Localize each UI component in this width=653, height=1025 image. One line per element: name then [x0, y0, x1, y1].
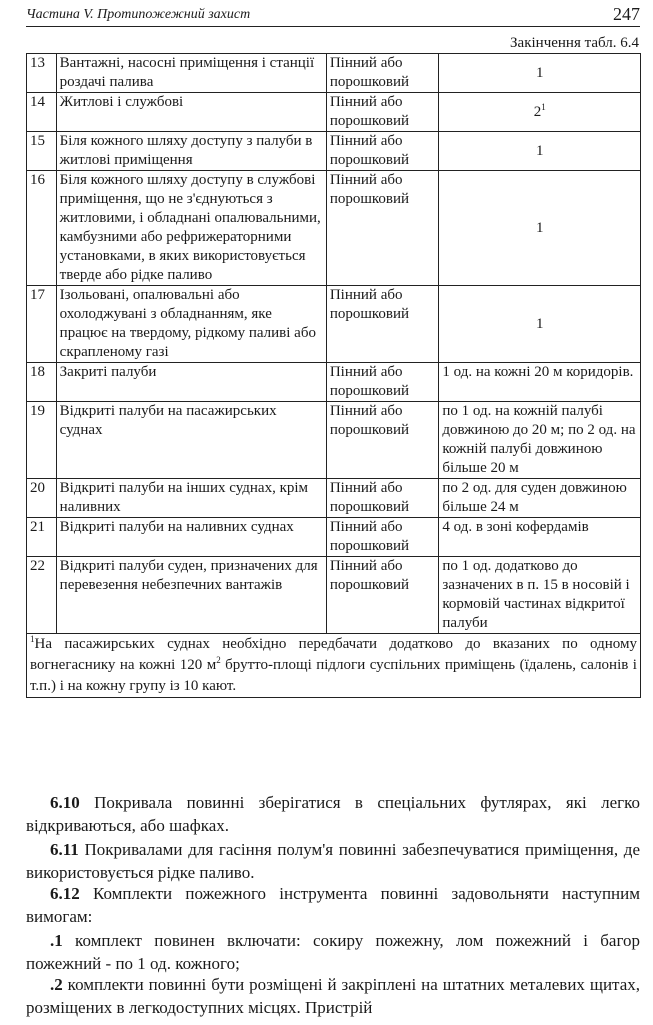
row-number: 22: [27, 557, 57, 634]
type-cell: Пінний або порошковий: [326, 557, 439, 634]
type-cell: Пінний або порошковий: [326, 54, 439, 93]
location-cell: Житлові і службові: [56, 93, 326, 132]
row-number: 13: [27, 54, 57, 93]
row-number: 16: [27, 171, 57, 286]
amount-cell: 1 од. на кожні 20 м коридорів.: [439, 363, 641, 402]
table-row: [27, 518, 641, 557]
paragraph-item-2: [26, 973, 640, 1019]
location-cell: Ізольовані, опалювальні або охолоджувані з обладнанням, яке працює на твердому, рідкому паливі або скрапленому газі: [56, 286, 326, 363]
amount-cell: 1: [439, 286, 641, 363]
row-number: 17: [27, 286, 57, 363]
paragraph-text: Покривала повинні зберігатися в спеціальних футлярах, які легко відкриваються, або шафках.: [26, 793, 640, 835]
footnote-marker: 1: [30, 634, 35, 644]
paragraph-number: 6.10: [50, 793, 80, 812]
location-cell: Відкриті палуби суден, призначених для перевезення небезпечних вантажів: [56, 557, 326, 634]
table-row: [27, 557, 641, 634]
amount-cell: по 1 од. на кожній палубі довжиною до 20 м; по 2 од. на кожній палубі довжиною більше 20 м: [439, 402, 641, 479]
page-number: 247: [613, 4, 640, 24]
table-row: [27, 132, 641, 171]
paragraph-6-11: [26, 838, 640, 884]
paragraph-text: Комплекти пожежного інструмента повинні задовольняти наступним вимогам:: [26, 884, 640, 926]
amount-cell: по 1 од. додатково до зазначених в п. 15 в носовій і кормовій частинах відкритої палуби: [439, 557, 641, 634]
type-cell: Пінний або порошковий: [326, 363, 439, 402]
extinguisher-table: [26, 53, 641, 698]
footnote-text-before: На пасажирських суднах необхідно передбачати додатково до вказаних по одному вогнегаснику на кожні 120 м: [30, 636, 637, 673]
amount-value: 2: [533, 103, 542, 120]
paragraph-item-1: [26, 929, 640, 975]
paragraph-number: 6.12: [50, 884, 80, 903]
location-cell: Відкриті палуби на пасажирських суднах: [56, 402, 326, 479]
row-number: 20: [27, 479, 57, 518]
table-row: [27, 479, 641, 518]
type-cell: Пінний або порошковий: [326, 402, 439, 479]
amount-cell: по 2 од. для суден довжиною більше 24 м: [439, 479, 641, 518]
item-text: комплект повинен включати: сокиру пожежну, лом пожежний і багор пожежний - по 1 од. кожного;: [26, 931, 640, 973]
location-cell: Відкриті палуби на інших суднах, крім наливних: [56, 479, 326, 518]
amount-cell: 1: [439, 132, 641, 171]
location-cell: Вантажні, насосні приміщення і станції роздачі палива: [56, 54, 326, 93]
location-cell: Закриті палуби: [56, 363, 326, 402]
location-cell: Відкриті палуби на наливних суднах: [56, 518, 326, 557]
item-number: .2: [50, 975, 63, 994]
item-number: .1: [50, 931, 63, 950]
row-number: 21: [27, 518, 57, 557]
type-cell: Пінний або порошковий: [326, 479, 439, 518]
type-cell: Пінний або порошковий: [326, 93, 439, 132]
row-number: 14: [27, 93, 57, 132]
page-header: [26, 4, 640, 27]
table-footnote: [27, 634, 641, 698]
location-cell: Біля кожного шляху доступу в службові приміщення, що не з'єднуються з житловими, і обладнані опалювальними, камбузними або рефрижераторними установками, в яких використовується тверде або рідке паливо: [56, 171, 326, 286]
table-row: [27, 171, 641, 286]
type-cell: Пінний або порошковий: [326, 132, 439, 171]
item-text: комплекти повинні бути розміщені й закріплені на штатних металевих щитах, розміщених в легкодоступних місцях. Пристрій: [26, 975, 640, 1017]
table-row: [27, 93, 641, 132]
table-row: [27, 54, 641, 93]
table-row: [27, 363, 641, 402]
type-cell: Пінний або порошковий: [326, 171, 439, 286]
amount-cell: [439, 93, 641, 132]
paragraph-number: 6.11: [50, 840, 79, 859]
unit-superscript: 2: [216, 655, 221, 665]
row-number: 19: [27, 402, 57, 479]
footnote-text-after: брутто-площі підлоги суспільних приміщень (їдалень, салонів і т.п.) і на кожну групу із 10 кают.: [30, 657, 637, 694]
footnote-ref: 1: [541, 101, 546, 112]
table-row: [27, 402, 641, 479]
amount-cell: 1: [439, 54, 641, 93]
amount-cell: 4 од. в зоні кофердамів: [439, 518, 641, 557]
type-cell: Пінний або порошковий: [326, 518, 439, 557]
footnote-row: [27, 634, 641, 698]
part-title: Частина V. Протипожежний захист: [26, 7, 251, 22]
paragraph-6-10: [26, 791, 640, 837]
amount-cell: 1: [439, 171, 641, 286]
paragraph-text: Покривалами для гасіння полум'я повинні забезпечуватися приміщення, де використовується рідке паливо.: [26, 840, 640, 882]
location-cell: Біля кожного шляху доступу з палуби в житлові приміщення: [56, 132, 326, 171]
row-number: 18: [27, 363, 57, 402]
paragraph-6-12: [26, 882, 640, 928]
type-cell: Пінний або порошковий: [326, 286, 439, 363]
table-caption: Закінчення табл. 6.4: [510, 35, 639, 51]
row-number: 15: [27, 132, 57, 171]
table-row: [27, 286, 641, 363]
